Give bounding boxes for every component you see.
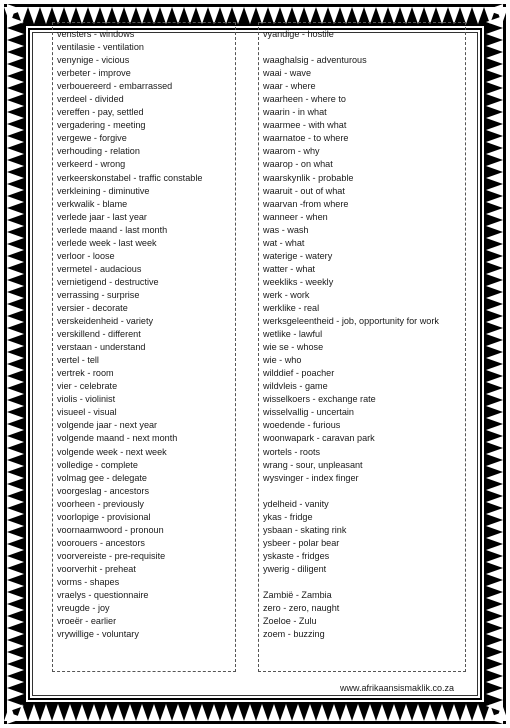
vocab-entry: verkwalik - blame — [57, 198, 128, 209]
vocab-entry: vergewe - forgive — [57, 133, 127, 144]
vocab-entry: vorms - shapes — [57, 576, 120, 587]
vocab-entry: wortels - roots — [263, 446, 321, 457]
vocab-entry: verskeidenheid - variety — [57, 316, 154, 327]
vocab-entry: venynige - vicious — [57, 55, 130, 66]
vocab-entry: wie se - whose — [263, 342, 324, 353]
vocab-entry: verloor - loose — [57, 250, 115, 261]
vocab-entry: vyandige - hostile — [263, 29, 334, 39]
vocab-entry: voorheen - previously — [57, 498, 144, 509]
word-list-left-column — [52, 22, 236, 672]
vocab-entry: verskillend - different — [57, 329, 141, 340]
vocab-entry: vensters - windows — [57, 29, 135, 39]
vocab-entry: vreugde - joy — [57, 603, 110, 614]
vocab-entry: verlede jaar - last year — [57, 211, 147, 222]
vocab-entry: verlede week - last week — [57, 237, 157, 248]
vocab-entry: voorouers - ancestors — [57, 537, 145, 548]
blank-spacer — [263, 485, 465, 498]
vocab-entry: vier - celebrate — [57, 381, 118, 392]
vocab-entry: wat - what — [263, 237, 305, 248]
vocab-entry: verkeerskonstabel - traffic constable — [57, 172, 203, 183]
vocab-entry: waaruit - out of what — [263, 185, 345, 196]
vocab-entry: waarom - why — [263, 146, 320, 157]
vocab-entry: wie - who — [263, 355, 302, 366]
vocab-entry: ysbaan - skating rink — [263, 524, 347, 535]
vocab-entry: verkleining - diminutive — [57, 185, 150, 196]
vocab-entry: visueel - visual — [57, 407, 117, 418]
vocab-entry: vermetel - audacious — [57, 263, 142, 274]
vocab-entry: wisselvallig - uncertain — [263, 407, 354, 418]
vocab-entry: vereffen - pay, settled — [57, 107, 144, 118]
vocab-entry: volmag gee - delegate — [57, 472, 147, 483]
vocab-entry: ywerig - diligent — [263, 563, 327, 574]
vocab-entry: wilddief - poacher — [263, 368, 335, 379]
vocab-entry: vertrek - room — [57, 368, 114, 379]
vocab-entry: verbouereerd - embarrassed — [57, 81, 173, 92]
vocab-entry: zero - zero, naught — [263, 603, 340, 614]
vocab-entry: volledige - complete — [57, 459, 138, 470]
vocab-entry: watter - what — [263, 263, 316, 274]
vocab-entry: Zambië - Zambia — [263, 590, 332, 601]
blank-spacer — [263, 41, 465, 54]
vocab-entry: voorgeslag - ancestors — [57, 485, 149, 496]
vocab-entry: wanneer - when — [263, 211, 328, 222]
website-url: www.afrikaansismaklik.co.za — [340, 683, 455, 693]
vocab-entry: ykas - fridge — [263, 511, 313, 522]
vocab-entry: waarin - in what — [263, 107, 327, 118]
vocab-entry: wrang - sour, unpleasant — [263, 459, 363, 470]
vocab-entry: wysvinger - index finger — [263, 472, 359, 483]
vocab-entry: wildvleis - game — [263, 381, 328, 392]
vocab-entry: ventilasie - ventilation — [57, 42, 144, 53]
vocab-entry: verbeter - improve — [57, 68, 131, 79]
vocab-entry: vernietigend - destructive — [57, 276, 159, 287]
vocab-entry: yskaste - fridges — [263, 550, 330, 561]
vocab-entry: was - wash — [263, 224, 309, 235]
vocab-entry: werk - work — [263, 289, 310, 300]
vocab-entry: verdeel - divided — [57, 94, 124, 105]
vocab-entry: voornaamwoord - pronoun — [57, 524, 164, 535]
vocab-entry: vroeër - earlier — [57, 616, 117, 627]
vocab-entry: verhouding - relation — [57, 146, 140, 157]
vocab-entry: waai - wave — [263, 68, 312, 79]
vocab-entry: vertel - tell — [57, 355, 99, 366]
vocab-entry: voorverhit - preheat — [57, 563, 136, 574]
vocab-entry: volgende week - next week — [57, 446, 167, 457]
vocab-entry: waarnatoe - to where — [263, 133, 349, 144]
vocab-entry: waarop - on what — [263, 159, 333, 170]
vocab-entry: vrywillige - voluntary — [57, 629, 139, 640]
vocab-entry: Zoeloe - Zulu — [263, 616, 317, 627]
vocab-entry: waar - where — [263, 81, 316, 92]
vocab-entry: wetlike - lawful — [263, 329, 323, 340]
vocab-entry: ysbeer - polar bear — [263, 537, 340, 548]
word-list-right-column — [258, 22, 466, 672]
vocab-entry: werklike - real — [263, 302, 320, 313]
vocab-entry: volgende maand - next month — [57, 433, 178, 444]
vocab-entry: voorlopige - provisional — [57, 511, 151, 522]
vocab-entry: woedende - furious — [263, 420, 341, 431]
blank-spacer — [263, 576, 465, 589]
vocab-entry: waarheen - where to — [263, 94, 346, 105]
vocab-entry: wisselkoers - exchange rate — [263, 394, 376, 405]
vocab-entry: versier - decorate — [57, 302, 128, 313]
vocab-entry: waarmee - with what — [263, 120, 347, 131]
vocab-entry: verstaan - understand — [57, 342, 146, 353]
vocab-entry: werksgeleentheid - job, opportunity for work — [263, 316, 439, 327]
vocab-entry: ydelheid - vanity — [263, 498, 329, 509]
vocab-entry: waarskynlik - probable — [263, 172, 354, 183]
vocab-entry: verlede maand - last month — [57, 224, 168, 235]
vocab-entry: volgende jaar - next year — [57, 420, 158, 431]
vocab-entry: vraelys - questionnaire — [57, 590, 149, 601]
vocab-entry: violis - violinist — [57, 394, 116, 405]
vocab-entry: waarvan -from where — [263, 198, 349, 209]
vocab-entry: waaghalsig - adventurous — [263, 55, 367, 66]
vocab-entry: verkeerd - wrong — [57, 159, 126, 170]
vocab-entry: weekliks - weekly — [263, 276, 334, 287]
vocab-entry: voorvereiste - pre-requisite — [57, 550, 166, 561]
vocab-entry: verrassing - surprise — [57, 289, 140, 300]
vocab-entry: vergadering - meeting — [57, 120, 146, 131]
vocab-entry: waterige - watery — [263, 250, 333, 261]
vocab-entry: woonwapark - caravan park — [263, 433, 375, 444]
vocab-entry: zoem - buzzing — [263, 629, 325, 640]
